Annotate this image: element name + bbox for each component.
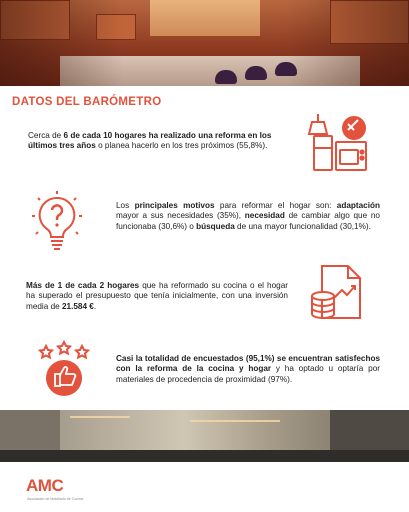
kitchen-hero-photo [0,0,409,86]
document-chart-coins-icon [308,262,364,324]
lightbulb-question-icon [30,190,84,254]
stat-satisfaction: Casi la totalidad de encuestados (95,1%) se encuentran satisfechos con la reforma de la cocina y hogar y ha optado u optaría por materiales de procedencia de proximidad (97%). [116,354,380,384]
stars-thumbs-up-icon [36,340,92,398]
stat-reform-households: Cerca de 6 de cada 10 hogares ha realizado una reforma en los últimos tres años o planea hacerlo en los tres próximos (55,8%). [28,131,272,151]
kitchen-bottom-photo [0,410,409,462]
kitchen-appliances-icon [304,112,370,172]
logo-subtitle: Asociación de Mobiliario de Cocina [27,497,83,501]
amc-logo: AMC [26,476,64,495]
section-heading: DATOS DEL BARÓMETRO [12,96,162,108]
stat-reform-reasons: Los principales motivos para reformar el hogar son: adaptación mayor a sus necesidades (35%), necesidad de cambiar algo que no funcionaba (30,6%) o búsqueda de una mayor funcionalidad (30,1%). [116,201,380,231]
stat-budget-overrun: Más de 1 de cada 2 hogares que ha reformado su cocina o el hogar ha superado el presupuesto que tenía inicialmente, con una inversión media de 21.584 €. [26,281,288,311]
